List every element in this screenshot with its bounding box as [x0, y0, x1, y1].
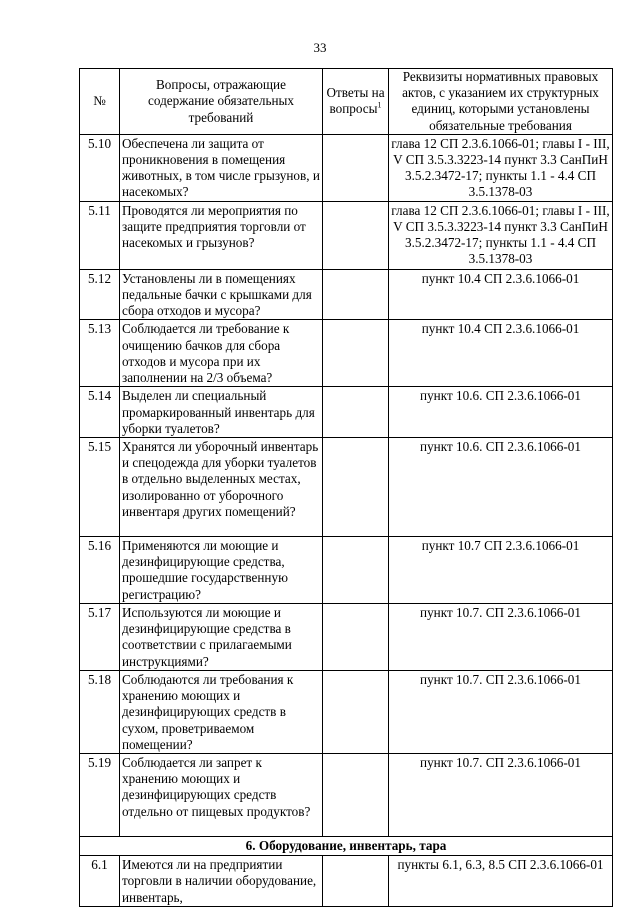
- row-answer: [323, 387, 389, 438]
- table-row: [80, 856, 613, 907]
- row-question: Соблюдается ли требование к очищению бачков для сбора отходов и мусора при их заполнении на 2/3 объема?: [120, 320, 323, 387]
- header-answers: [323, 69, 389, 135]
- row-question: Соблюдается ли запрет к хранению моющих и дезинфицирующих средств отдельно от пищевых продуктов?: [120, 754, 323, 837]
- header-num: №: [80, 69, 120, 135]
- row-answer: [323, 201, 389, 269]
- table-row: [80, 537, 613, 604]
- row-number: 5.10: [80, 134, 120, 201]
- header-answers-text: Ответы на вопросы: [326, 85, 385, 117]
- row-number: 5.15: [80, 438, 120, 537]
- row-number: 5.16: [80, 537, 120, 604]
- row-number: 6.1: [80, 856, 120, 907]
- row-answer: [323, 320, 389, 387]
- row-question: Установлены ли в помещениях педальные бачки с крышками для сбора отходов и мусора?: [120, 269, 323, 320]
- row-requisites: пункт 10.6. СП 2.3.6.1066-01: [389, 387, 613, 438]
- row-number: 5.17: [80, 604, 120, 671]
- row-requisites: пункт 10.7 СП 2.3.6.1066-01: [389, 537, 613, 604]
- row-requisites: глава 12 СП 2.3.6.1066-01; главы I - III, V СП 3.5.3.3223-14 пункт 3.3 СанПиН 3.5.2.3472-17; пункты 1.1 - 4.4 СП 3.5.1378-03: [389, 201, 613, 269]
- table-row: [80, 754, 613, 837]
- row-requisites: пункт 10.7. СП 2.3.6.1066-01: [389, 754, 613, 837]
- header-question: Вопросы, отражающие содержание обязательных требований: [120, 69, 323, 135]
- section-row: [80, 837, 613, 856]
- row-requisites: пункты 6.1, 6.3, 8.5 СП 2.3.6.1066-01: [389, 856, 613, 907]
- row-number: 5.18: [80, 671, 120, 754]
- row-question: Выделен ли специальный промаркированный инвентарь для уборки туалетов?: [120, 387, 323, 438]
- row-question: Применяются ли моющие и дезинфицирующие средства, прошедшие государственную регистрацию?: [120, 537, 323, 604]
- table-row: [80, 201, 613, 269]
- row-question: Обеспечена ли защита от проникновения в помещения животных, в том числе грызунов, и насекомых?: [120, 134, 323, 201]
- row-question: Используются ли моющие и дезинфицирующие средства в соответствии с прилагаемыми инструкциями?: [120, 604, 323, 671]
- row-requisites: пункт 10.7. СП 2.3.6.1066-01: [389, 604, 613, 671]
- table-row: [80, 269, 613, 320]
- table-row: [80, 387, 613, 438]
- table-header-row: [80, 69, 613, 135]
- row-question: Проводятся ли мероприятия по защите предприятия торговли от насекомых и грызунов?: [120, 201, 323, 269]
- row-question: Соблюдаются ли требования к хранению моющих и дезинфицирующих средств в сухом, проветриваемом помещении?: [120, 671, 323, 754]
- row-number: 5.14: [80, 387, 120, 438]
- table-row: [80, 671, 613, 754]
- row-answer: [323, 671, 389, 754]
- header-requisites: Реквизиты нормативных правовых актов, с указанием их структурных единиц, которыми установлены обязательные требования: [389, 69, 613, 135]
- row-number: 5.13: [80, 320, 120, 387]
- section-title: 6. Оборудование, инвентарь, тара: [80, 837, 613, 856]
- row-question: Хранятся ли уборочный инвентарь и спецодежда для уборки туалетов в отдельно выделенных местах, изолированно от уборочного инвентаря других помещений?: [120, 438, 323, 537]
- row-requisites: пункт 10.6. СП 2.3.6.1066-01: [389, 438, 613, 537]
- row-number: 5.11: [80, 201, 120, 269]
- row-answer: [323, 438, 389, 537]
- table-row: [80, 134, 613, 201]
- row-answer: [323, 856, 389, 907]
- row-number: 5.12: [80, 269, 120, 320]
- row-answer: [323, 604, 389, 671]
- page-number: 33: [313, 40, 327, 55]
- table-body: [80, 134, 613, 906]
- table-row: [80, 438, 613, 537]
- header-answers-footnote: 1: [377, 101, 382, 111]
- row-number: 5.19: [80, 754, 120, 837]
- row-answer: [323, 537, 389, 604]
- row-requisites: глава 12 СП 2.3.6.1066-01; главы I - III, V СП 3.5.3.3223-14 пункт 3.3 СанПиН 3.5.2.3472-17; пункты 1.1 - 4.4 СП 3.5.1378-03: [389, 134, 613, 201]
- requirements-table: [79, 68, 613, 907]
- row-answer: [323, 754, 389, 837]
- table-row: [80, 604, 613, 671]
- row-requisites: пункт 10.4 СП 2.3.6.1066-01: [389, 269, 613, 320]
- table-row: [80, 320, 613, 387]
- row-requisites: пункт 10.4 СП 2.3.6.1066-01: [389, 320, 613, 387]
- row-answer: [323, 269, 389, 320]
- row-requisites: пункт 10.7. СП 2.3.6.1066-01: [389, 671, 613, 754]
- row-question: Имеются ли на предприятии торговли в наличии оборудование, инвентарь,: [120, 856, 323, 907]
- row-answer: [323, 134, 389, 201]
